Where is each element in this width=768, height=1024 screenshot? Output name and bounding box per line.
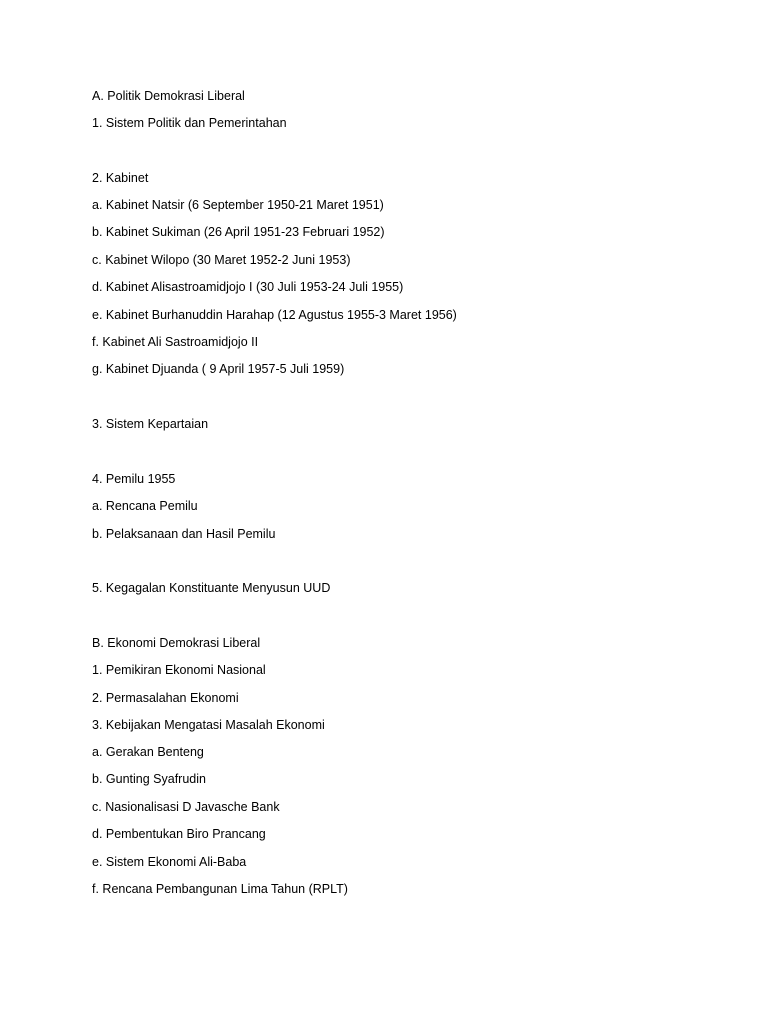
list-item: d. Kabinet Alisastroamidjojo I (30 Juli 1953-24 Juli 1955) <box>92 280 404 294</box>
list-item: f. Rencana Pembangunan Lima Tahun (RPLT) <box>92 882 348 896</box>
list-item: b. Pelaksanaan dan Hasil Pemilu <box>92 527 276 541</box>
list-item: g. Kabinet Djuanda ( 9 April 1957-5 Juli 1959) <box>92 362 345 376</box>
list-item: f. Kabinet Ali Sastroamidjojo II <box>92 335 259 349</box>
list-item: 1. Sistem Politik dan Pemerintahan <box>92 116 287 130</box>
list-item: a. Rencana Pemilu <box>92 499 198 513</box>
list-item: 2. Kabinet <box>92 171 149 185</box>
list-item: a. Gerakan Benteng <box>92 745 204 759</box>
list-item: b. Kabinet Sukiman (26 April 1951-23 Februari 1952) <box>92 225 385 239</box>
list-item: e. Kabinet Burhanuddin Harahap (12 Agustus 1955-3 Maret 1956) <box>92 308 457 322</box>
list-item: d. Pembentukan Biro Prancang <box>92 827 266 841</box>
list-item: 5. Kegagalan Konstituante Menyusun UUD <box>92 581 331 595</box>
list-item: a. Kabinet Natsir (6 September 1950-21 Maret 1951) <box>92 198 384 212</box>
list-item: 3. Kebijakan Mengatasi Masalah Ekonomi <box>92 718 325 732</box>
list-item: c. Nasionalisasi D Javasche Bank <box>92 800 280 814</box>
list-item: 2. Permasalahan Ekonomi <box>92 691 239 705</box>
list-item: e. Sistem Ekonomi Ali-Baba <box>92 855 247 869</box>
list-item: 1. Pemikiran Ekonomi Nasional <box>92 663 266 677</box>
list-item: 4. Pemilu 1955 <box>92 472 176 486</box>
section-heading-b: B. Ekonomi Demokrasi Liberal <box>92 636 261 650</box>
list-item: b. Gunting Syafrudin <box>92 772 206 786</box>
list-item: 3. Sistem Kepartaian <box>92 417 209 431</box>
section-heading-a: A. Politik Demokrasi Liberal <box>92 89 245 103</box>
list-item: c. Kabinet Wilopo (30 Maret 1952-2 Juni 1953) <box>92 253 351 267</box>
